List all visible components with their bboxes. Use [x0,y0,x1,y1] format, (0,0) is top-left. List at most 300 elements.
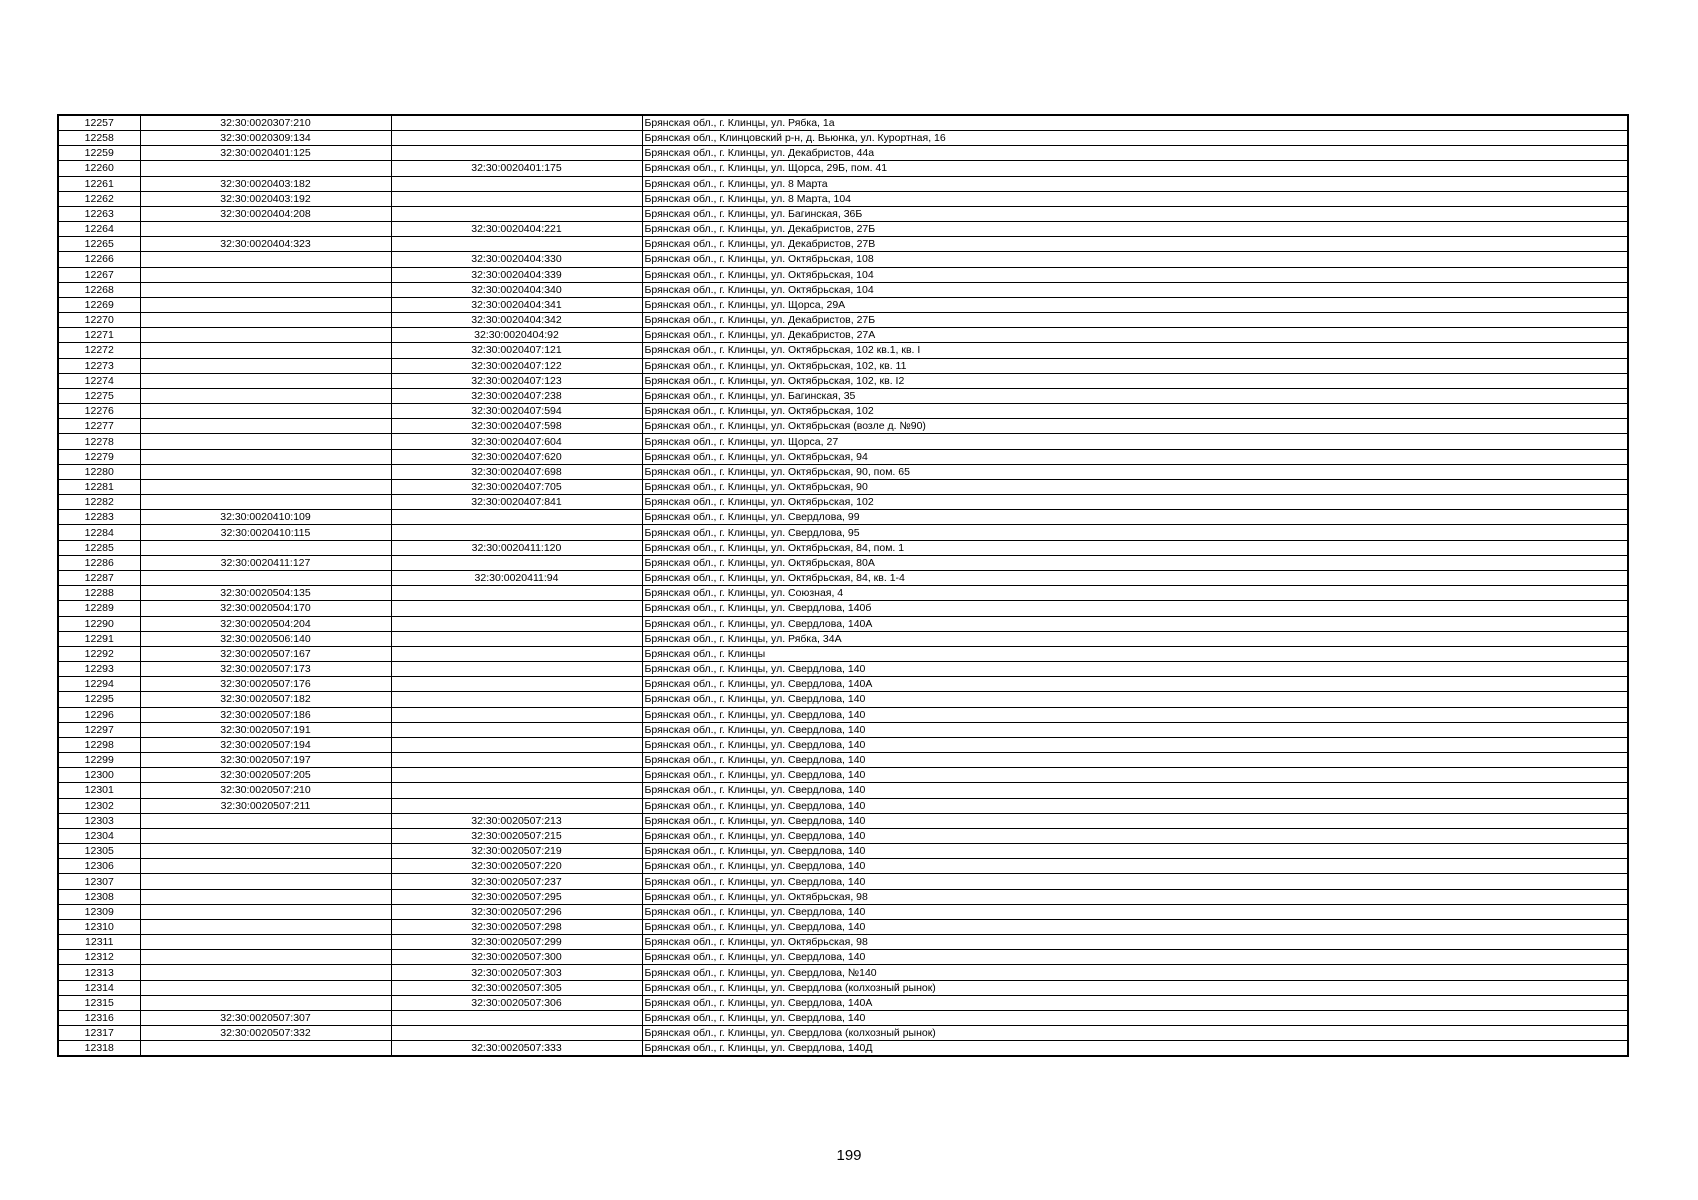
cadastral-number-alt-cell: 32:30:0020407:122 [391,358,642,373]
table-row [58,692,1628,707]
row-number-cell: 12280 [58,464,140,479]
cadastral-number-alt-cell: 32:30:0020507:333 [391,1041,642,1057]
cadastral-number-alt-cell [391,753,642,768]
cadastral-number-cell [140,373,391,388]
cadastral-number-alt-cell: 32:30:0020507:213 [391,813,642,828]
cadastral-number-alt-cell [391,1010,642,1025]
table-row [58,919,1628,934]
cadastral-number-cell: 32:30:0020309:134 [140,131,391,146]
address-cell: Брянская обл., г. Клинцы, ул. Октябрьская, 98 [642,935,1628,950]
cadastral-number-alt-cell: 32:30:0020407:604 [391,434,642,449]
cadastral-number-alt-cell: 32:30:0020407:238 [391,388,642,403]
address-cell: Брянская обл., г. Клинцы, ул. Свердлова, 140 [642,919,1628,934]
cadastral-number-alt-cell: 32:30:0020407:841 [391,495,642,510]
table-row [58,419,1628,434]
address-cell: Брянская обл., г. Клинцы, ул. Свердлова (колхозный рынок) [642,980,1628,995]
row-number-cell: 12297 [58,722,140,737]
address-cell: Брянская обл., г. Клинцы, ул. Свердлова, 140Д [642,1041,1628,1057]
cadastral-number-cell: 32:30:0020401:125 [140,146,391,161]
cadastral-number-cell [140,404,391,419]
cadastral-number-cell: 32:30:0020507:167 [140,646,391,661]
table-row [58,479,1628,494]
cadastral-number-alt-cell: 32:30:0020507:219 [391,844,642,859]
cadastral-number-cell: 32:30:0020404:208 [140,206,391,221]
cadastral-number-alt-cell: 32:30:0020411:120 [391,540,642,555]
table-row [58,495,1628,510]
cadastral-number-alt-cell: 32:30:0020507:215 [391,828,642,843]
address-cell: Брянская обл., г. Клинцы, ул. Декабристов, 44а [642,146,1628,161]
cadastral-number-alt-cell: 32:30:0020404:92 [391,328,642,343]
cadastral-number-cell [140,889,391,904]
cadastral-number-alt-cell [391,131,642,146]
cadastral-number-alt-cell [391,237,642,252]
table-row [58,828,1628,843]
row-number-cell: 12301 [58,783,140,798]
row-number-cell: 12275 [58,388,140,403]
table-row [58,601,1628,616]
table-row [58,980,1628,995]
cadastral-number-cell [140,828,391,843]
cadastral-number-alt-cell [391,206,642,221]
cadastral-number-alt-cell: 32:30:0020407:598 [391,419,642,434]
cadastral-number-alt-cell [391,677,642,692]
row-number-cell: 12286 [58,555,140,570]
cadastral-number-alt-cell [391,555,642,570]
address-cell: Брянская обл., г. Клинцы, ул. Свердлова, №140 [642,965,1628,980]
address-cell: Брянская обл., г. Клинцы, ул. Рябка, 34А [642,631,1628,646]
address-cell: Брянская обл., г. Клинцы, ул. Октябрьская, 84, кв. 1-4 [642,570,1628,585]
table-row [58,813,1628,828]
cadastral-number-alt-cell: 32:30:0020407:698 [391,464,642,479]
table-row [58,191,1628,206]
cadastral-number-alt-cell [391,722,642,737]
address-cell: Брянская обл., г. Клинцы, ул. Свердлова, 140 [642,722,1628,737]
cadastral-number-alt-cell: 32:30:0020507:298 [391,919,642,934]
row-number-cell: 12311 [58,935,140,950]
table-row [58,1026,1628,1041]
cadastral-number-cell: 32:30:0020504:204 [140,616,391,631]
address-cell: Брянская обл., г. Клинцы, ул. Октябрьская, 108 [642,252,1628,267]
table-row [58,328,1628,343]
cadastral-number-cell: 32:30:0020507:197 [140,753,391,768]
cadastral-number-alt-cell [391,646,642,661]
row-number-cell: 12309 [58,904,140,919]
cadastral-number-cell [140,479,391,494]
cadastral-number-alt-cell [391,146,642,161]
address-cell: Брянская обл., г. Клинцы, ул. Свердлова, 140 [642,753,1628,768]
cadastral-number-alt-cell: 32:30:0020411:94 [391,570,642,585]
table-row [58,146,1628,161]
table-row [58,677,1628,692]
address-cell: Брянская обл., г. Клинцы, ул. Декабристов, 27А [642,328,1628,343]
address-cell: Брянская обл., г. Клинцы, ул. Свердлова, 140 [642,859,1628,874]
row-number-cell: 12315 [58,995,140,1010]
address-cell: Брянская обл., г. Клинцы, ул. Октябрьская, 102, кв. I2 [642,373,1628,388]
row-number-cell: 12282 [58,495,140,510]
cadastral-number-cell [140,965,391,980]
row-number-cell: 12287 [58,570,140,585]
address-cell: Брянская обл., г. Клинцы, ул. Свердлова, 140 [642,707,1628,722]
table-row [58,206,1628,221]
cadastral-number-cell: 32:30:0020507:205 [140,768,391,783]
row-number-cell: 12313 [58,965,140,980]
cadastral-number-cell [140,859,391,874]
row-number-cell: 12294 [58,677,140,692]
address-cell: Брянская обл., г. Клинцы, ул. Свердлова, 99 [642,510,1628,525]
table-row [58,1041,1628,1057]
table-row [58,282,1628,297]
table-row [58,115,1628,131]
row-number-cell: 12291 [58,631,140,646]
cadastral-number-cell: 32:30:0020404:323 [140,237,391,252]
cadastral-number-alt-cell: 32:30:0020404:342 [391,313,642,328]
cadastral-number-cell [140,495,391,510]
row-number-cell: 12279 [58,449,140,464]
address-cell: Брянская обл., г. Клинцы, ул. Октябрьская (возле д. №90) [642,419,1628,434]
address-cell: Брянская обл., г. Клинцы, ул. Декабристов, 27Б [642,222,1628,237]
cadastral-number-cell: 32:30:0020506:140 [140,631,391,646]
page-number: 199 [836,1147,862,1164]
table-row [58,222,1628,237]
table-row [58,510,1628,525]
cadastral-number-alt-cell [391,692,642,707]
address-cell: Брянская обл., г. Клинцы, ул. Свердлова, 140 [642,813,1628,828]
cadastral-number-cell: 32:30:0020507:332 [140,1026,391,1041]
address-cell: Брянская обл., г. Клинцы, ул. Октябрьская, 104 [642,267,1628,282]
address-cell: Брянская обл., г. Клинцы, ул. Союзная, 4 [642,586,1628,601]
row-number-cell: 12310 [58,919,140,934]
table-row [58,995,1628,1010]
cadastral-number-cell [140,313,391,328]
address-cell: Брянская обл., г. Клинцы, ул. Багинская, 36Б [642,206,1628,221]
address-cell: Брянская обл., г. Клинцы, ул. Свердлова, 140 [642,1010,1628,1025]
row-number-cell: 12316 [58,1010,140,1025]
table-row [58,343,1628,358]
address-cell: Брянская обл., г. Клинцы, ул. Свердлова, 140 [642,874,1628,889]
row-number-cell: 12278 [58,434,140,449]
cadastral-number-alt-cell: 32:30:0020407:620 [391,449,642,464]
row-number-cell: 12258 [58,131,140,146]
table-row [58,859,1628,874]
cadastral-number-alt-cell [391,1026,642,1041]
address-cell: Брянская обл., г. Клинцы, ул. Октябрьская, 84, пом. 1 [642,540,1628,555]
row-number-cell: 12271 [58,328,140,343]
address-cell: Брянская обл., г. Клинцы, ул. Октябрьская, 102, кв. 11 [642,358,1628,373]
cadastral-number-alt-cell: 32:30:0020407:705 [391,479,642,494]
row-number-cell: 12267 [58,267,140,282]
table-row [58,662,1628,677]
table-row [58,464,1628,479]
cadastral-number-cell [140,844,391,859]
cadastral-number-alt-cell [391,191,642,206]
cadastral-number-cell [140,950,391,965]
row-number-cell: 12302 [58,798,140,813]
row-number-cell: 12273 [58,358,140,373]
table-row [58,950,1628,965]
table-row [58,176,1628,191]
row-number-cell: 12288 [58,586,140,601]
table-row [58,616,1628,631]
cadastral-number-cell [140,388,391,403]
cadastral-number-cell [140,570,391,585]
address-cell: Брянская обл., г. Клинцы, ул. Свердлова, 140 [642,692,1628,707]
address-cell: Брянская обл., г. Клинцы, ул. Октябрьская, 102 кв.1, кв. I [642,343,1628,358]
row-number-cell: 12276 [58,404,140,419]
table-row [58,753,1628,768]
row-number-cell: 12269 [58,297,140,312]
cadastral-number-alt-cell [391,783,642,798]
cadastral-number-alt-cell: 32:30:0020407:594 [391,404,642,419]
address-cell: Брянская обл., г. Клинцы, ул. Свердлова, 95 [642,525,1628,540]
table-row [58,570,1628,585]
table-row [58,737,1628,752]
table-row [58,889,1628,904]
row-number-cell: 12284 [58,525,140,540]
cadastral-number-cell [140,919,391,934]
row-number-cell: 12268 [58,282,140,297]
cadastral-number-cell: 32:30:0020504:170 [140,601,391,616]
cadastral-number-cell: 32:30:0020403:192 [140,191,391,206]
table-row [58,586,1628,601]
cadastral-number-cell [140,449,391,464]
table-row [58,434,1628,449]
cadastral-number-alt-cell [391,768,642,783]
address-cell: Брянская обл., г. Клинцы, ул. Свердлова, 140А [642,616,1628,631]
address-cell: Брянская обл., г. Клинцы, ул. Свердлова, 140 [642,844,1628,859]
address-cell: Брянская обл., г. Клинцы, ул. Свердлова (колхозный рынок) [642,1026,1628,1041]
cadastral-number-cell [140,904,391,919]
row-number-cell: 12260 [58,161,140,176]
row-number-cell: 12296 [58,707,140,722]
table-row [58,297,1628,312]
cadastral-number-cell: 32:30:0020411:127 [140,555,391,570]
cadastral-number-alt-cell [391,176,642,191]
table-row [58,874,1628,889]
cadastral-number-alt-cell [391,115,642,131]
cadastral-number-cell [140,935,391,950]
table-row [58,313,1628,328]
cadastral-number-alt-cell [391,798,642,813]
address-cell: Брянская обл., г. Клинцы, ул. Октябрьская, 94 [642,449,1628,464]
address-cell: Брянская обл., г. Клинцы, ул. Рябка, 1а [642,115,1628,131]
cadastral-number-cell [140,267,391,282]
cadastral-number-cell: 32:30:0020307:210 [140,115,391,131]
table-row [58,646,1628,661]
table-row [58,449,1628,464]
cadastral-number-alt-cell: 32:30:0020404:221 [391,222,642,237]
row-number-cell: 12277 [58,419,140,434]
cadastral-number-alt-cell: 32:30:0020507:295 [391,889,642,904]
table-row [58,358,1628,373]
table-row [58,722,1628,737]
row-number-cell: 12281 [58,479,140,494]
row-number-cell: 12314 [58,980,140,995]
row-number-cell: 12283 [58,510,140,525]
cadastral-number-alt-cell: 32:30:0020407:123 [391,373,642,388]
address-cell: Брянская обл., г. Клинцы, ул. Свердлова, 140 [642,950,1628,965]
address-cell: Брянская обл., г. Клинцы, ул. Октябрьская, 104 [642,282,1628,297]
cadastral-number-alt-cell [391,631,642,646]
cadastral-number-cell: 32:30:0020410:115 [140,525,391,540]
row-number-cell: 12312 [58,950,140,965]
row-number-cell: 12292 [58,646,140,661]
cadastral-number-cell: 32:30:0020507:211 [140,798,391,813]
row-number-cell: 12307 [58,874,140,889]
cadastral-number-cell [140,434,391,449]
table-row [58,252,1628,267]
table-row [58,631,1628,646]
address-cell: Брянская обл., г. Клинцы, ул. Свердлова, 140А [642,677,1628,692]
row-number-cell: 12300 [58,768,140,783]
cadastral-number-alt-cell: 32:30:0020507:237 [391,874,642,889]
cadastral-number-cell: 32:30:0020507:307 [140,1010,391,1025]
cadastral-number-cell [140,282,391,297]
cadastral-number-alt-cell: 32:30:0020507:300 [391,950,642,965]
cadastral-number-cell [140,328,391,343]
cadastral-number-cell [140,995,391,1010]
table-row [58,373,1628,388]
registry-table [57,114,1629,1057]
row-number-cell: 12263 [58,206,140,221]
table-row [58,525,1628,540]
address-cell: Брянская обл., г. Клинцы, ул. Свердлова, 140 [642,798,1628,813]
row-number-cell: 12306 [58,859,140,874]
cadastral-number-cell: 32:30:0020507:210 [140,783,391,798]
cadastral-number-alt-cell: 32:30:0020507:306 [391,995,642,1010]
table-row [58,904,1628,919]
row-number-cell: 12305 [58,844,140,859]
cadastral-number-alt-cell [391,616,642,631]
table-row [58,707,1628,722]
cadastral-number-cell [140,222,391,237]
row-number-cell: 12298 [58,737,140,752]
table-row [58,783,1628,798]
address-cell: Брянская обл., г. Клинцы, ул. 8 Марта [642,176,1628,191]
row-number-cell: 12265 [58,237,140,252]
address-cell: Брянская обл., г. Клинцы, ул. Багинская, 35 [642,388,1628,403]
cadastral-number-alt-cell: 32:30:0020507:296 [391,904,642,919]
cadastral-number-alt-cell [391,707,642,722]
address-cell: Брянская обл., Клинцовский р-н, д. Вьюнка, ул. Курортная, 16 [642,131,1628,146]
cadastral-number-alt-cell [391,525,642,540]
address-cell: Брянская обл., г. Клинцы, ул. Свердлова, 140А [642,995,1628,1010]
table-row [58,540,1628,555]
cadastral-number-cell [140,343,391,358]
cadastral-number-alt-cell: 32:30:0020404:330 [391,252,642,267]
cadastral-number-cell: 32:30:0020507:191 [140,722,391,737]
address-cell: Брянская обл., г. Клинцы, ул. Декабристов, 27Б [642,313,1628,328]
row-number-cell: 12304 [58,828,140,843]
cadastral-number-alt-cell: 32:30:0020507:299 [391,935,642,950]
address-cell: Брянская обл., г. Клинцы [642,646,1628,661]
cadastral-number-cell [140,358,391,373]
address-cell: Брянская обл., г. Клинцы, ул. Щорса, 27 [642,434,1628,449]
row-number-cell: 12261 [58,176,140,191]
cadastral-number-cell [140,980,391,995]
registry-table-body [58,115,1628,1056]
cadastral-number-alt-cell [391,737,642,752]
cadastral-number-cell: 32:30:0020507:173 [140,662,391,677]
row-number-cell: 12264 [58,222,140,237]
cadastral-number-cell [140,540,391,555]
table-row [58,1010,1628,1025]
cadastral-number-cell: 32:30:0020507:176 [140,677,391,692]
row-number-cell: 12272 [58,343,140,358]
table-row [58,965,1628,980]
cadastral-number-alt-cell: 32:30:0020507:220 [391,859,642,874]
cadastral-number-cell [140,419,391,434]
cadastral-number-alt-cell [391,586,642,601]
cadastral-number-alt-cell: 32:30:0020507:305 [391,980,642,995]
address-cell: Брянская обл., г. Клинцы, ул. Щорса, 29А [642,297,1628,312]
row-number-cell: 12295 [58,692,140,707]
cadastral-number-cell: 32:30:0020507:186 [140,707,391,722]
cadastral-number-alt-cell [391,662,642,677]
table-row [58,935,1628,950]
address-cell: Брянская обл., г. Клинцы, ул. Свердлова, 140 [642,737,1628,752]
row-number-cell: 12299 [58,753,140,768]
row-number-cell: 12317 [58,1026,140,1041]
row-number-cell: 12303 [58,813,140,828]
cadastral-number-alt-cell: 32:30:0020407:121 [391,343,642,358]
cadastral-number-alt-cell [391,601,642,616]
row-number-cell: 12290 [58,616,140,631]
cadastral-number-cell [140,161,391,176]
row-number-cell: 12289 [58,601,140,616]
address-cell: Брянская обл., г. Клинцы, ул. Октябрьская, 98 [642,889,1628,904]
table-row [58,161,1628,176]
address-cell: Брянская обл., г. Клинцы, ул. Октябрьская, 102 [642,404,1628,419]
cadastral-number-cell: 32:30:0020507:182 [140,692,391,707]
cadastral-number-cell: 32:30:0020507:194 [140,737,391,752]
cadastral-number-alt-cell: 32:30:0020401:175 [391,161,642,176]
row-number-cell: 12262 [58,191,140,206]
address-cell: Брянская обл., г. Клинцы, ул. Свердлова, 140 [642,904,1628,919]
cadastral-number-cell: 32:30:0020504:135 [140,586,391,601]
table-row [58,131,1628,146]
cadastral-number-cell [140,1041,391,1057]
table-row [58,555,1628,570]
row-number-cell: 12259 [58,146,140,161]
cadastral-number-cell [140,297,391,312]
address-cell: Брянская обл., г. Клинцы, ул. Щорса, 29Б, пом. 41 [642,161,1628,176]
address-cell: Брянская обл., г. Клинцы, ул. Октябрьская, 90 [642,479,1628,494]
address-cell: Брянская обл., г. Клинцы, ул. Свердлова, 140 [642,828,1628,843]
address-cell: Брянская обл., г. Клинцы, ул. Октябрьская, 90, пом. 65 [642,464,1628,479]
cadastral-number-cell [140,464,391,479]
address-cell: Брянская обл., г. Клинцы, ул. Октябрьская, 102 [642,495,1628,510]
cadastral-number-alt-cell: 32:30:0020404:341 [391,297,642,312]
row-number-cell: 12266 [58,252,140,267]
cadastral-number-cell [140,874,391,889]
row-number-cell: 12308 [58,889,140,904]
address-cell: Брянская обл., г. Клинцы, ул. 8 Марта, 104 [642,191,1628,206]
cadastral-number-cell: 32:30:0020403:182 [140,176,391,191]
cadastral-number-alt-cell: 32:30:0020507:303 [391,965,642,980]
cadastral-number-alt-cell [391,510,642,525]
row-number-cell: 12257 [58,115,140,131]
address-cell: Брянская обл., г. Клинцы, ул. Октябрьская, 80А [642,555,1628,570]
table-row [58,237,1628,252]
table-row [58,404,1628,419]
row-number-cell: 12293 [58,662,140,677]
address-cell: Брянская обл., г. Клинцы, ул. Декабристов, 27В [642,237,1628,252]
address-cell: Брянская обл., г. Клинцы, ул. Свердлова, 140 [642,768,1628,783]
cadastral-number-cell: 32:30:0020410:109 [140,510,391,525]
row-number-cell: 12270 [58,313,140,328]
address-cell: Брянская обл., г. Клинцы, ул. Свердлова, 140б [642,601,1628,616]
address-cell: Брянская обл., г. Клинцы, ул. Свердлова, 140 [642,783,1628,798]
